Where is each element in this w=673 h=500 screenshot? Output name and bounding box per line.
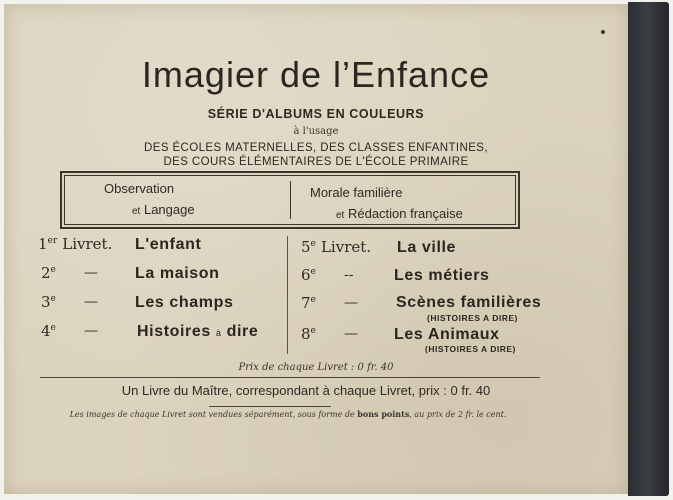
book-spine xyxy=(628,2,669,496)
livret-word: Livret. xyxy=(62,235,113,253)
observation-label: Observation xyxy=(104,181,175,196)
left-book-3 xyxy=(41,292,56,311)
book-title-lenfant: L'enfant xyxy=(135,236,202,253)
book-title-les-metiers: Les métiers xyxy=(394,267,490,284)
langage-word: Langage xyxy=(143,202,195,217)
redaction-label xyxy=(336,206,463,221)
book-number: 5e xyxy=(301,238,316,256)
book-cover xyxy=(4,4,628,494)
book-number: 7e xyxy=(301,294,316,312)
right-book-5 xyxy=(301,237,371,256)
bons-points-note: Les images de chaque Livret sont vendues séparément, sous forme de bons points, au prix de 2 fr. le cent. xyxy=(69,409,507,419)
livre-du-maitre-price: Un Livre du Maître, correspondant à chaque Livret, prix : 0 fr. 40 xyxy=(121,383,491,398)
left-book-2 xyxy=(41,263,56,282)
series-subtitle: SÉRIE D'ALBUMS EN COULEURS xyxy=(207,107,425,121)
book-title-la-maison: La maison xyxy=(135,265,220,282)
rule-short xyxy=(209,406,331,407)
right-book-7 xyxy=(301,293,316,312)
book-title-scenes-familieres: Scènes familières xyxy=(396,294,542,311)
book-number: 8e xyxy=(301,325,316,343)
book-number: 4e xyxy=(41,322,56,340)
ditto-dash: — xyxy=(84,323,98,339)
right-book-6 xyxy=(301,265,316,284)
morale-label: Morale familière xyxy=(310,185,403,200)
livret-word: Livret. xyxy=(320,238,372,256)
book-number: 2e xyxy=(41,264,56,282)
schools-line-1: DES ÉCOLES MATERNELLES, DES CLASSES ENFANTINES, xyxy=(144,142,488,154)
ditto-dash: — xyxy=(84,294,98,310)
book-title-les-animaux: Les Animaux xyxy=(394,326,500,343)
schools-line-2: DES COURS ÉLÉMENTAIRES DE L'ÉCOLE PRIMAIRE xyxy=(163,156,469,168)
book-title-histoires-a-dire: Histoires à dire xyxy=(137,323,259,340)
book-number: 1er xyxy=(38,235,58,253)
box-divider xyxy=(290,181,291,219)
ditto-dash: -- xyxy=(344,267,354,283)
left-book-4 xyxy=(41,321,56,340)
book-number: 3e xyxy=(41,293,56,311)
right-book-8 xyxy=(301,324,316,343)
left-book-1 xyxy=(38,234,112,253)
book-title-la-ville: La ville xyxy=(397,239,457,256)
ink-speck xyxy=(601,30,605,34)
schools-text xyxy=(4,141,628,169)
book-subtitle-histoires: (HISTOIRES A DIRE) xyxy=(427,313,518,323)
redaction-conj: et xyxy=(336,210,345,221)
langage-label xyxy=(132,202,195,217)
book-number: 6e xyxy=(301,266,316,284)
usage-text: à l'usage xyxy=(293,126,339,137)
ditto-dash: — xyxy=(344,326,358,342)
redaction-word: Rédaction française xyxy=(347,206,463,221)
book-subtitle-histoires: (HISTOIRES A DIRE) xyxy=(425,344,516,354)
book-title-les-champs: Les champs xyxy=(135,294,234,311)
ditto-dash: — xyxy=(344,295,358,311)
cover-title: Imagier de l’Enfance xyxy=(141,54,491,95)
ditto-dash: — xyxy=(84,265,98,281)
langage-conj: et xyxy=(132,206,141,217)
column-divider xyxy=(287,236,288,354)
price-each-livret: Prix de chaque Livret : 0 fr. 40 xyxy=(238,362,394,373)
rule-top xyxy=(40,377,540,378)
subjects-box xyxy=(60,171,520,229)
